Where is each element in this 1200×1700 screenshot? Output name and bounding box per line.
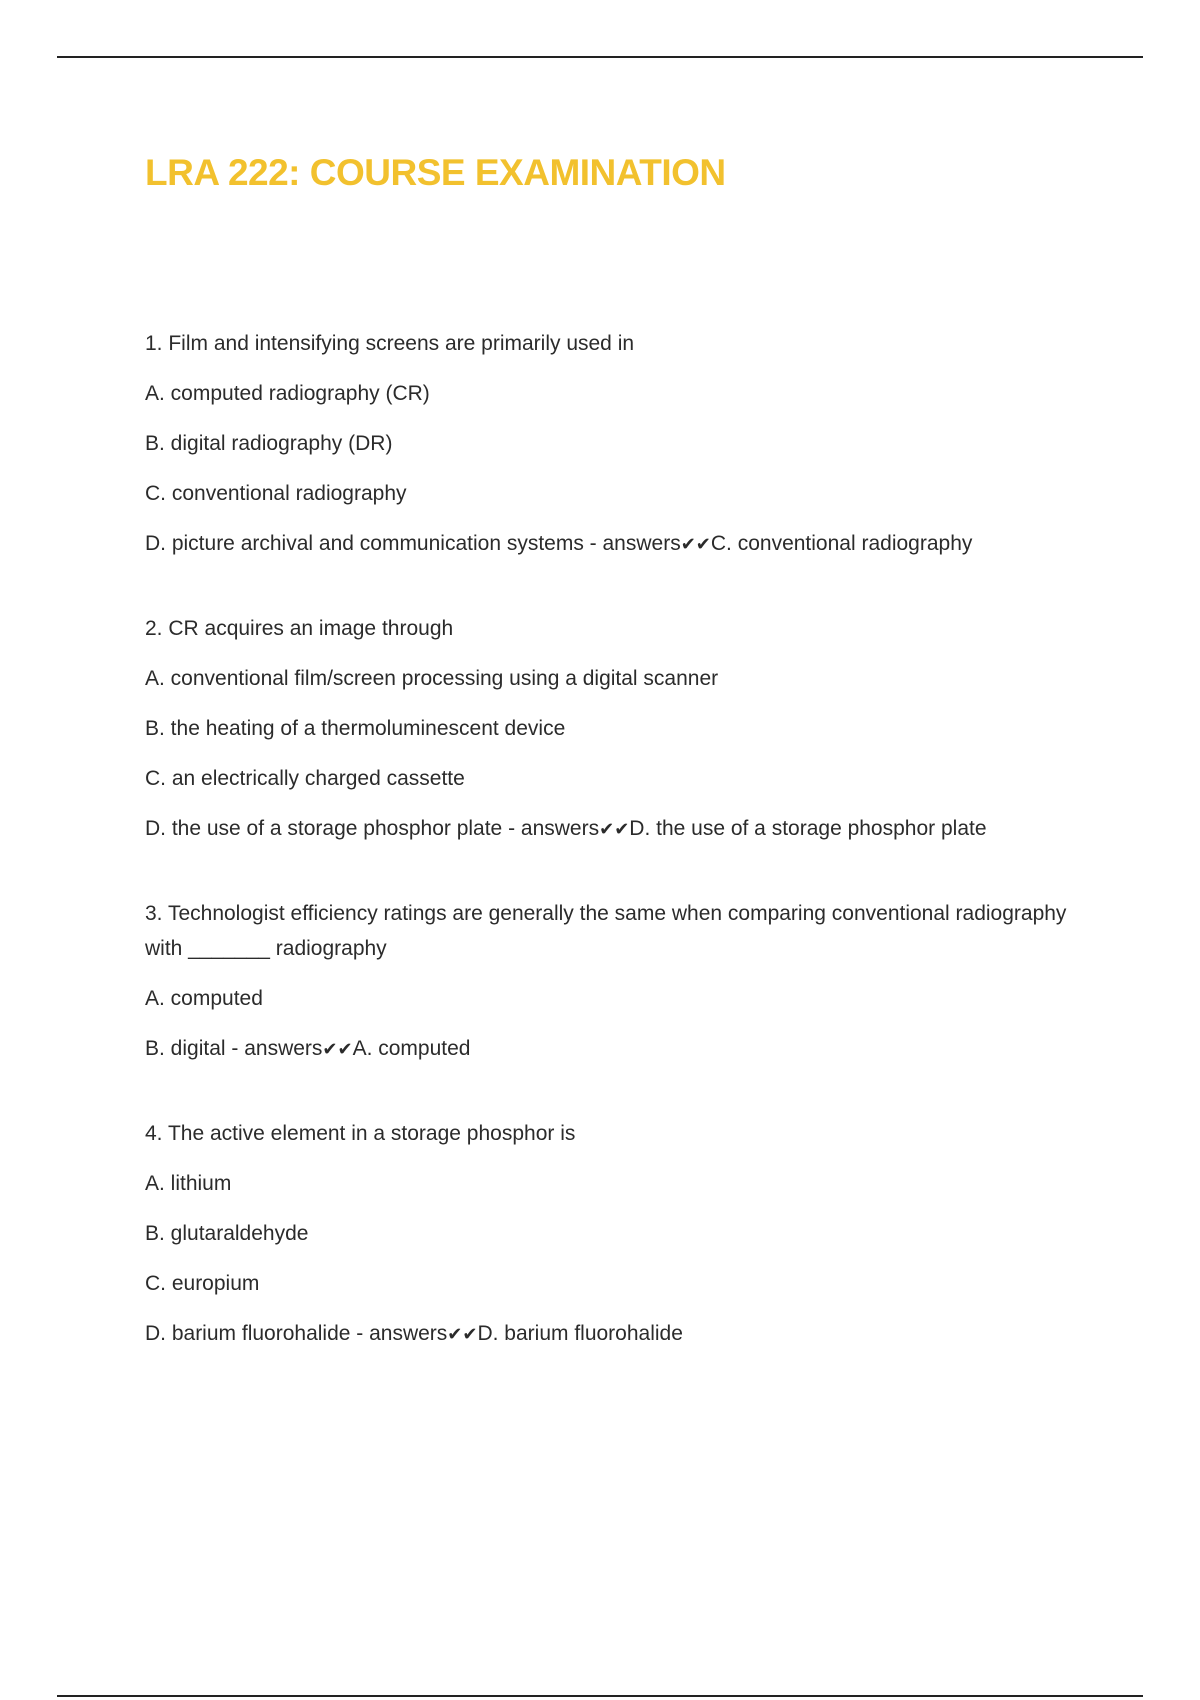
option-text: B. the heating of a thermoluminescent device	[145, 717, 566, 740]
document-page	[145, 148, 1085, 1401]
question-block	[145, 896, 1085, 1067]
double-check-icon: ✔✔	[447, 1324, 478, 1345]
answers-marker: - answers	[225, 1037, 323, 1060]
question-list	[145, 326, 1085, 1352]
answer-option	[145, 1031, 1085, 1067]
question-block	[145, 611, 1085, 847]
document-title: LRA 222: COURSE EXAMINATION	[145, 152, 726, 193]
option-text: B. glutaraldehyde	[145, 1222, 309, 1245]
double-check-icon: ✔✔	[322, 1039, 353, 1060]
question-prompt: 2. CR acquires an image through	[145, 617, 454, 640]
answer-option	[145, 376, 1085, 411]
answers-marker: - answers	[350, 1322, 448, 1345]
correct-answer: A. computed	[352, 1037, 471, 1060]
answer-option	[145, 476, 1085, 511]
option-text: A. conventional film/screen processing using a digital scanner	[145, 667, 719, 690]
answer-option	[145, 526, 1085, 562]
answer-option	[145, 761, 1085, 796]
question-prompt: 4. The active element in a storage phosphor is	[145, 1122, 576, 1145]
answer-option	[145, 426, 1085, 461]
option-text: A. computed radiography (CR)	[145, 382, 430, 405]
answer-option	[145, 661, 1085, 696]
question-prompt: 1. Film and intensifying screens are primarily used in	[145, 332, 635, 355]
correct-answer: C. conventional radiography	[710, 532, 973, 555]
option-text: B. digital radiography (DR)	[145, 432, 393, 455]
answers-marker: - answers	[502, 817, 600, 840]
option-text: B. digital	[145, 1037, 226, 1060]
answer-option	[145, 1166, 1085, 1201]
question-block	[145, 1116, 1085, 1352]
question-prompt: 3. Technologist efficiency ratings are generally the same when comparing conventional radiography with _______ radiography	[145, 902, 1067, 960]
question-block	[145, 326, 1085, 562]
answer-option	[145, 981, 1085, 1016]
option-text: D. the use of a storage phosphor plate	[145, 817, 503, 840]
answer-option	[145, 1266, 1085, 1301]
footer-rule	[57, 1695, 1143, 1697]
double-check-icon: ✔✔	[680, 534, 711, 555]
answer-option	[145, 1316, 1085, 1352]
header-rule	[57, 56, 1143, 58]
option-text: C. conventional radiography	[145, 482, 407, 505]
option-text: D. picture archival and communication systems	[145, 532, 584, 555]
option-text: A. computed	[145, 987, 263, 1010]
answer-option	[145, 711, 1085, 746]
answer-option	[145, 811, 1085, 847]
correct-answer: D. barium fluorohalide	[477, 1322, 683, 1345]
correct-answer: D. the use of a storage phosphor plate	[629, 817, 987, 840]
answer-option	[145, 1216, 1085, 1251]
option-text: C. europium	[145, 1272, 260, 1295]
double-check-icon: ✔✔	[599, 819, 630, 840]
option-text: A. lithium	[145, 1172, 232, 1195]
option-text: C. an electrically charged cassette	[145, 767, 465, 790]
answers-marker: - answers	[583, 532, 681, 555]
option-text: D. barium fluorohalide	[145, 1322, 351, 1345]
